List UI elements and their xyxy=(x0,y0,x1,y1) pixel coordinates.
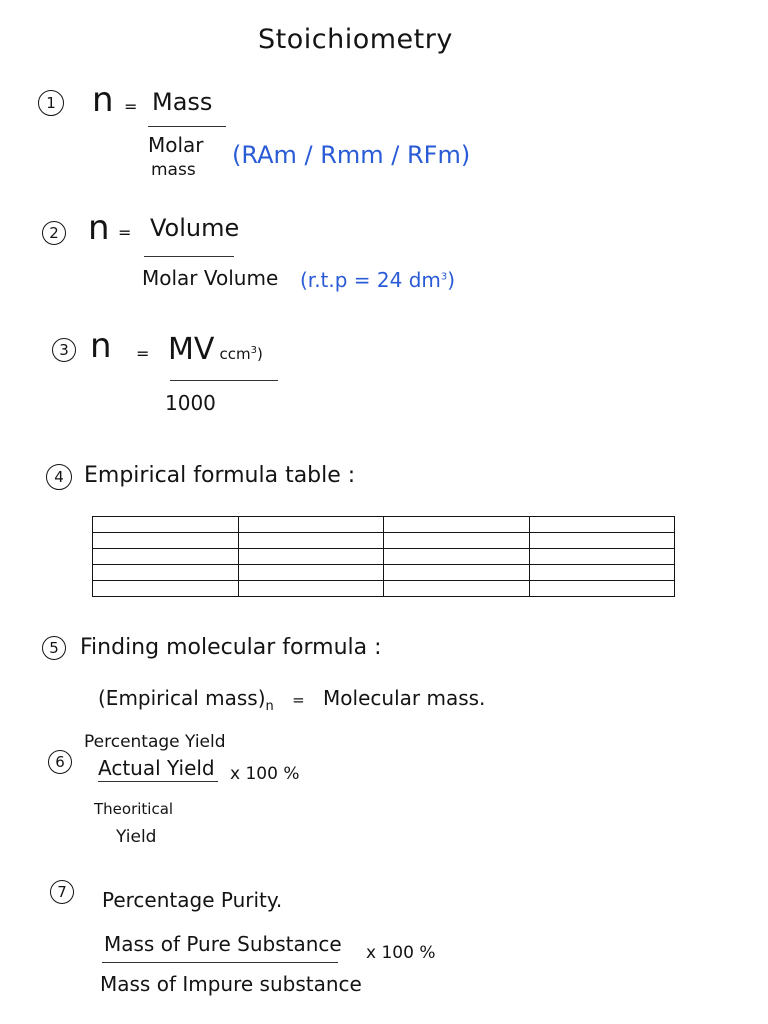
table-cell xyxy=(238,565,384,581)
formula-6-denominator-line1: Theoritical xyxy=(94,800,174,818)
step-number-2 xyxy=(42,221,66,245)
step-number-3-label: 3 xyxy=(59,340,69,359)
formula-1-note: (RAm / Rmm / RFm) xyxy=(232,141,471,169)
table-cell xyxy=(529,581,675,597)
table-cell xyxy=(384,533,530,549)
table-cell xyxy=(529,533,675,549)
formula-7-heading: Percentage Purity. xyxy=(102,888,283,912)
formula-5-equals: = xyxy=(292,691,305,709)
formula-2-note xyxy=(300,268,455,292)
formula-3-numerator xyxy=(168,332,263,367)
table-cell xyxy=(238,517,384,533)
table-cell xyxy=(384,517,530,533)
formula-1-denominator-line2: mass xyxy=(151,160,196,180)
formula-7-multiplier: x 100 % xyxy=(366,943,436,963)
formula-7-denominator: Mass of Impure substance xyxy=(100,972,362,996)
formula-2-equals: = xyxy=(118,223,132,242)
formula-3-equals: = xyxy=(136,344,150,363)
formula-3-lhs: n xyxy=(90,326,112,366)
formula-3-unit-sup: 3 xyxy=(250,345,257,356)
formula-1-equals: = xyxy=(124,97,138,116)
table-cell xyxy=(238,549,384,565)
formula-1-denominator-line1: Molar xyxy=(148,133,204,157)
formula-6-numerator: Actual Yield xyxy=(98,756,215,780)
formula-1-numerator: Mass xyxy=(152,88,213,116)
table-cell xyxy=(93,581,239,597)
page-title: Stoichiometry xyxy=(258,24,453,55)
table-cell xyxy=(529,517,675,533)
formula-2-lhs: n xyxy=(88,208,110,248)
table-cell xyxy=(384,565,530,581)
table-cell xyxy=(529,549,675,565)
step-number-1-label: 1 xyxy=(46,93,56,112)
table-row xyxy=(93,565,675,581)
step-number-4 xyxy=(46,464,72,490)
table-cell xyxy=(384,581,530,597)
formula-2-note-close: ) xyxy=(447,268,456,292)
formula-2-denominator: Molar Volume xyxy=(142,266,279,290)
formula-7-numerator: Mass of Pure Substance xyxy=(104,932,342,956)
formula-5-expression-sub: n xyxy=(265,699,274,714)
step-number-5-label: 5 xyxy=(49,638,59,657)
formula-5-heading: Finding molecular formula : xyxy=(80,635,382,660)
formula-5-expression-right: Molecular mass. xyxy=(323,686,486,710)
table-cell xyxy=(93,517,239,533)
formula-2-note-text: (r.t.p = 24 dm xyxy=(300,268,441,292)
formula-3-numerator-mv: MV xyxy=(168,332,215,367)
formula-6-denominator-line2: Yield xyxy=(116,827,157,847)
formula-6-heading: Percentage Yield xyxy=(84,732,226,752)
table-cell xyxy=(238,533,384,549)
table-cell xyxy=(529,565,675,581)
formula-6-fraction-line xyxy=(98,781,218,782)
table-cell xyxy=(93,549,239,565)
formula-3-unit-close: ) xyxy=(256,345,263,363)
formula-1-lhs: n xyxy=(92,80,114,120)
formula-2-fraction-line xyxy=(144,256,234,257)
step-number-5 xyxy=(42,636,66,660)
step-number-7 xyxy=(50,880,74,904)
formula-1-fraction-line xyxy=(148,126,226,127)
step-number-3 xyxy=(52,338,76,362)
step-number-7-label: 7 xyxy=(57,882,67,901)
empirical-formula-table xyxy=(92,516,675,597)
table-cell xyxy=(93,533,239,549)
step-number-1 xyxy=(38,90,64,116)
table-cell xyxy=(238,581,384,597)
table-row xyxy=(93,581,675,597)
table-row xyxy=(93,549,675,565)
step-number-2-label: 2 xyxy=(49,223,59,242)
formula-7-fraction-line xyxy=(102,962,338,963)
formula-3-fraction-line xyxy=(170,380,278,381)
empirical-formula-table-body xyxy=(93,517,675,597)
formula-5-expression xyxy=(98,686,485,714)
table-row xyxy=(93,517,675,533)
formula-2-numerator: Volume xyxy=(150,214,240,242)
step-number-6-label: 6 xyxy=(55,752,65,771)
table-row xyxy=(93,533,675,549)
table-cell xyxy=(93,565,239,581)
step-number-6 xyxy=(48,750,72,774)
table-cell xyxy=(384,549,530,565)
formula-6-multiplier: x 100 % xyxy=(230,764,300,784)
formula-3-denominator: 1000 xyxy=(165,391,216,415)
formula-4-heading: Empirical formula table : xyxy=(84,463,356,488)
formula-3-unit-text: ccm xyxy=(219,345,251,363)
formula-3-numerator-unit xyxy=(220,345,263,363)
formula-5-expression-left: (Empirical mass) xyxy=(98,686,266,710)
formula-2-note-sup: 3 xyxy=(440,271,448,283)
step-number-4-label: 4 xyxy=(54,467,64,486)
